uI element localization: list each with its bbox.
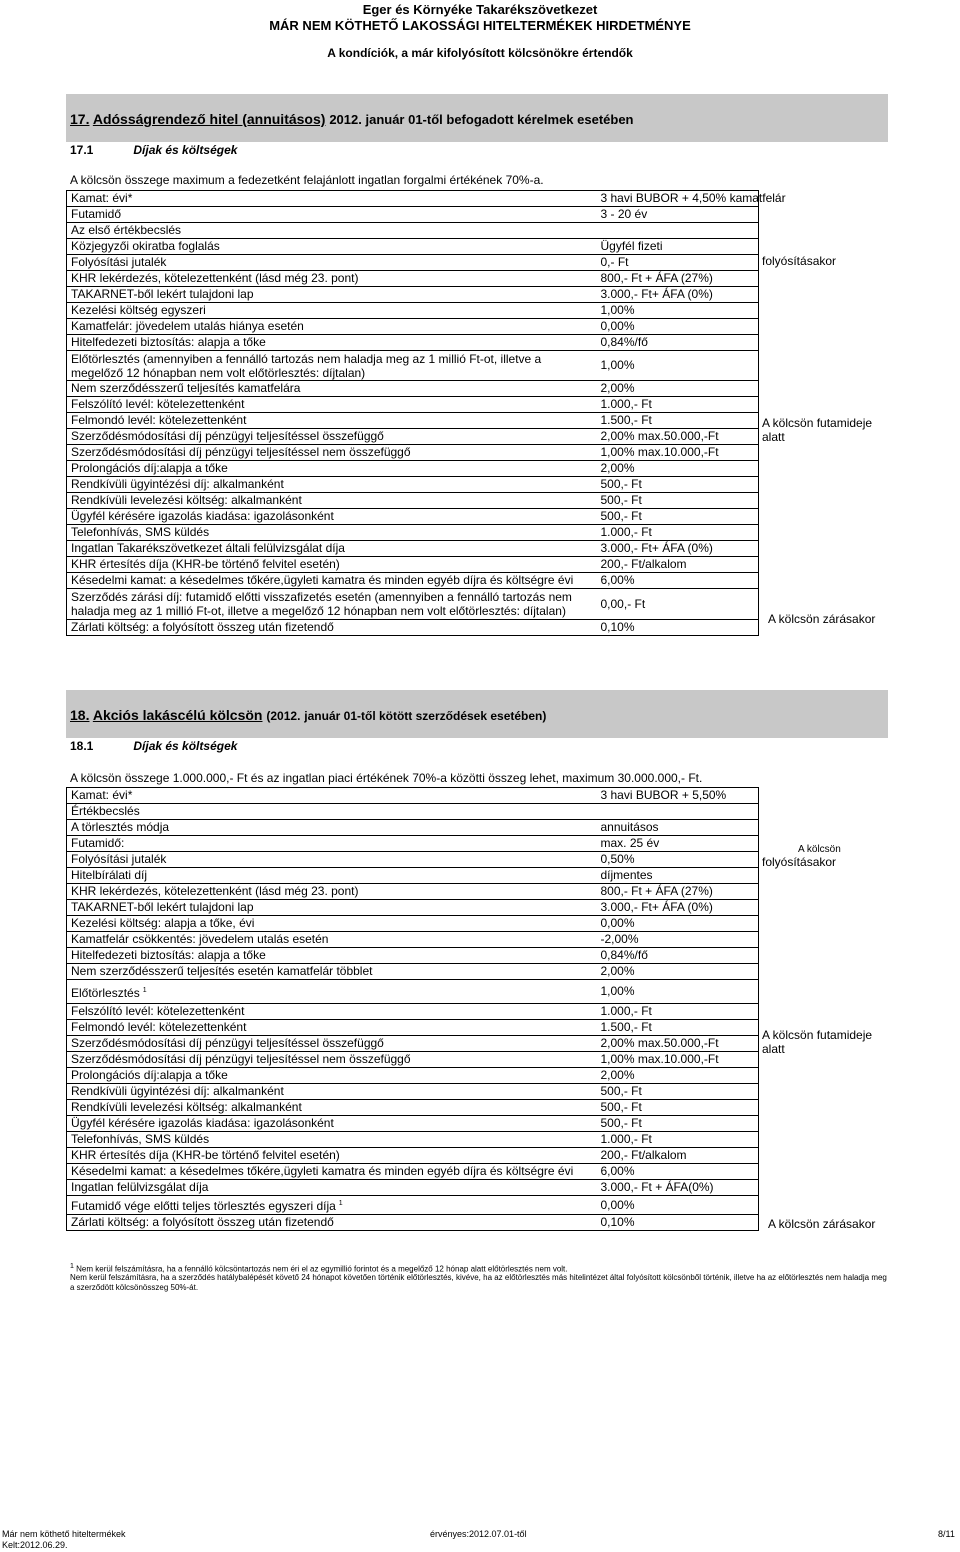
fee-label-text: KHR lekérdezés, kötelezettenként (lásd még 23. pont) [71,884,359,898]
fee-label-text: KHR értesítés díja (KHR-be történő felvitel esetén) [71,1148,340,1162]
table-row [67,820,759,836]
fee-value: 0,84%/fő [597,335,759,351]
fee-label [67,620,597,636]
fee-label [67,788,597,804]
section-17-title [70,111,634,127]
fee-value: 1,00% max.10.000,-Ft [597,1052,759,1068]
fee-label [67,1068,597,1084]
section-18-1-title: Díjak és költségek [133,739,238,753]
table-row [67,1215,759,1231]
table-row [67,429,759,445]
fee-value [597,804,759,820]
fee-label [67,836,597,852]
table-row [67,1164,759,1180]
fee-label-text: Kamat: évi* [71,788,133,802]
fee-value: 0,84%/fő [597,948,759,964]
table-row [67,884,759,900]
table-row [67,1100,759,1116]
fee-value: 2,00% max.50.000,-Ft [597,1036,759,1052]
fee-label [67,820,597,836]
fee-label-text: Ügyfél kérésére igazolás kiadása: igazolásonként [71,1116,334,1130]
fee-label-text: Kamatfelár: jövedelem utalás hiánya esetén [71,319,304,333]
fee-label [67,381,597,397]
fee-label-text: KHR értesítés díja (KHR-be történő felvitel esetén) [71,557,340,571]
footer-issued-date: Kelt:2012.06.29. [2,1540,68,1550]
footnote-2: Nem kerül felszámításra, ha a szerződés hatálybalépését követő 24 hónapot követően történik előtörlesztés, kivéve, ha az előtörlesztés más hitelintézet által folyósított kölcsönből történik, illetve ha az előtörlesztés nem haladja meg a szerződött kölcsönösszeg 50%-át. [70,1273,887,1292]
fee-label-text: KHR lekérdezés, kötelezettenként (lásd még 23. pont) [71,271,359,285]
fee-label-text: Zárlati költség: a folyósított összeg után fizetendő [71,620,334,634]
doc-title: MÁR NEM KÖTHETŐ LAKOSSÁGI HITELTERMÉKEK HIRDETMÉNYE [269,18,691,33]
table-row [67,207,759,223]
fee-label [67,804,597,820]
table-row [67,303,759,319]
table-row [67,191,759,207]
fee-value: 1.000,- Ft [597,397,759,413]
fee-label [67,429,597,445]
fee-label [67,397,597,413]
fee-label-text: Hitelfedezeti biztosítás: alapja a tőke [71,948,266,962]
section-18-suffix-a: (2012. [266,709,301,723]
fee-value: 500,- Ft [597,509,759,525]
fee-label-text: Felmondó levél: kötelezettenként [71,1020,247,1034]
fee-value: max. 25 év [597,836,759,852]
fee-value: 1.500,- Ft [597,1020,759,1036]
fee-value: -2,00% [597,932,759,948]
footer-doc-name: Már nem köthető hiteltermékek [2,1529,126,1539]
table-row [67,477,759,493]
fee-label-text: TAKARNET-ből lekért tulajdoni lap [71,287,254,301]
table-row [67,397,759,413]
fee-label-text: Kamatfelár csökkentés: jövedelem utalás esetén [71,932,329,946]
fee-value: Ügyfél fizeti [597,239,759,255]
fee-label-text: Futamidő [71,207,122,221]
fee-label [67,223,597,239]
fee-label [67,1164,597,1180]
table-row [67,1196,759,1215]
fee-value: 3.000,- Ft+ ÁFA (0%) [597,287,759,303]
table-row [67,413,759,429]
fee-label [67,271,597,287]
fee-label [67,1116,597,1132]
fee-label-text: Kezelési költség: alapja a tőke, évi [71,916,255,930]
note-loan-term-18-text: A kölcsön futamideje alatt [762,1028,873,1056]
section-18-title [70,707,546,723]
fee-value: 3.000,- Ft+ ÁFA (0%) [597,900,759,916]
section-18-name: Akciós lakáscélú kölcsön [92,707,263,723]
fee-label [67,255,597,271]
fee-label [67,445,597,461]
fee-value: annuitásos [597,820,759,836]
fee-value: 1.000,- Ft [597,525,759,541]
table-row [67,319,759,335]
table-row [67,239,759,255]
fee-label [67,852,597,868]
fee-label [67,509,597,525]
fee-value: 3.000,- Ft + ÁFA(0%) [597,1180,759,1196]
fee-value: 2,00% [597,964,759,980]
fee-label [67,1180,597,1196]
fee-label-text: A törlesztés módja [71,820,170,834]
org-name: Eger és Környéke Takarékszövetkezet [362,2,598,17]
fee-label-text: Zárlati költség: a folyósított összeg után fizetendő [71,1215,334,1229]
fee-value: 200,- Ft/alkalom [597,557,759,573]
section-17-name: Adósságrendező hitel (annuitásos) [92,111,326,127]
fee-label-text: Futamidő vége előtti teljes törlesztés egyszeri díja [71,1199,336,1213]
fee-value: díjmentes [597,868,759,884]
fee-label-text: Szerződés zárási díj: futamidő előtti visszafizetés esetén (amennyiben a fennálló tartozás nem haladja meg az 1 millió Ft-ot, illetve a megelőző 12 hónapban nem volt előtörlesztés: díjtalan) [71,590,572,618]
note-disbursement: folyósításakor [762,254,837,268]
fee-label-text: TAKARNET-ből lekért tulajdoni lap [71,900,254,914]
fee-value: 500,- Ft [597,1116,759,1132]
fee-label-text: Rendkívüli levelezési költség: alkalmanként [71,1100,302,1114]
table-row [67,461,759,477]
note-loan-term-18 [762,1028,888,1056]
fee-label-text: Kezelési költség egyszeri [71,303,206,317]
note-loan-closing-18: A kölcsön zárásakor [768,1217,876,1231]
section-18-1-number: 18.1 [70,739,94,753]
fee-label [67,1215,597,1231]
table-row [67,1036,759,1052]
fee-value: 3.000,- Ft+ ÁFA (0%) [597,541,759,557]
fee-value: 0,00% [597,319,759,335]
section-18-suffix-b: január 01-től kötött szerződések esetében) [304,709,547,723]
table-row [67,255,759,271]
fee-label [67,932,597,948]
fee-label [67,557,597,573]
fee-value: 800,- Ft + ÁFA (27%) [597,271,759,287]
fee-label [67,541,597,557]
fee-value: 3 havi BUBOR + 5,50% [597,788,759,804]
section-17-1-number: 17.1 [70,143,94,157]
fee-label [67,461,597,477]
fee-label-text: Hitelbírálati díj [71,868,148,882]
table-row [67,1004,759,1020]
fee-value: 3 - 20 év [597,207,759,223]
fee-value: 2,00% [597,381,759,397]
fee-label-text: Késedelmi kamat: a késedelmes tőkére,ügyleti kamatra és minden egyéb díjra és költségre évi [71,1164,574,1178]
fee-label-text: Felszólító levél: kötelezettenként [71,397,245,411]
fee-label-text: Felmondó levél: kötelezettenként [71,413,247,427]
table-row [67,804,759,820]
fee-label-text: Ügyfél kérésére igazolás kiadása: igazolásonként [71,509,334,523]
table-row [67,1068,759,1084]
table-row [67,836,759,852]
fee-value: 0,00% [597,1196,759,1215]
footer-page-number: 8/11 [938,1529,955,1539]
table-row [67,980,759,1004]
table-row [67,852,759,868]
section-17-intro: A kölcsön összege maximum a fedezetként felajánlott ingatlan forgalmi értékének 70%-a. [70,173,544,187]
note-disbursement-18-b: folyósításakor [762,855,837,869]
fee-value: 500,- Ft [597,493,759,509]
table-row [67,964,759,980]
footnote-marker: 1 [338,1200,343,1207]
fee-label-text: Szerződésmódosítási díj pénzügyi teljesítéssel nem összefüggő [71,445,411,459]
fee-label-text: Hitelfedezeti biztosítás: alapja a tőke [71,335,266,349]
note-disbursement-18 [762,845,841,869]
table-row [67,381,759,397]
fee-label-text: Értékbecslés [71,804,140,818]
fee-value: 2,00% [597,1068,759,1084]
section-17-number: 17. [70,111,90,127]
fee-value: 500,- Ft [597,1084,759,1100]
fee-value: 0,50% [597,852,759,868]
fee-label-text: Rendkívüli ügyintézési díj: alkalmanként [71,1084,284,1098]
fee-label-text: Prolongációs díj:alapja a tőke [71,461,228,475]
fee-label [67,948,597,964]
fee-label [67,868,597,884]
fee-label [67,525,597,541]
fee-label [67,207,597,223]
fee-label [67,1132,597,1148]
fee-value: 1,00% max.10.000,-Ft [597,445,759,461]
table-row [67,541,759,557]
fee-value: 1,00% [597,303,759,319]
table-row [67,525,759,541]
table-row [67,932,759,948]
fee-label [67,319,597,335]
note-loan-term [762,416,888,444]
footer-valid-from: érvényes:2012.07.01-től [430,1529,527,1539]
fee-value: 1,00% [597,351,759,381]
footnote-1-marker: 1 [70,1263,74,1270]
fee-label-text: Nem szerződésszerű teljesítés esetén kamatfelár többlet [71,964,373,978]
table-row [67,589,759,620]
fee-label-text: Az első értékbecslés [71,223,182,237]
fee-label [67,1020,597,1036]
fee-label-text: Felszólító levél: kötelezettenként [71,1004,245,1018]
fee-value: 0,00% [597,916,759,932]
footnote-1-text: Nem kerül felszámításra, ha a fennálló kölcsöntartozás nem éri el az egymillió forintot és a megelőző 12 hónap alatt előtörlesztés nem volt. [76,1264,568,1274]
table-row [67,788,759,804]
fee-label-text: Folyósítási jutalék [71,852,167,866]
fee-value: 1,00% [597,980,759,1004]
fee-label [67,477,597,493]
fee-label [67,335,597,351]
fee-label-text: Ingatlan felülvizsgálat díja [71,1180,209,1194]
fee-value: 1.000,- Ft [597,1004,759,1020]
table-row [67,1084,759,1100]
fee-value: 1.500,- Ft [597,413,759,429]
table-row [67,573,759,589]
note-loan-term-text: A kölcsön futamideje alatt [762,416,873,444]
fee-label [67,287,597,303]
footnote-marker: 1 [142,986,147,994]
fee-label [67,191,597,207]
fee-label [67,1036,597,1052]
section-17-1-heading [70,143,237,157]
fee-value: 0,10% [597,620,759,636]
fee-label-text: Rendkívüli levelezési költség: alkalmanként [71,493,302,507]
table-row [67,445,759,461]
table-row [67,868,759,884]
fee-label-text: Szerződésmódosítási díj pénzügyi teljesítéssel nem összefüggő [71,1052,411,1066]
fee-value: 500,- Ft [597,1100,759,1116]
section-18-number: 18. [70,707,90,723]
fee-label-text: Telefonhívás, SMS küldés [71,1132,210,1146]
fee-label [67,239,597,255]
fee-value: 800,- Ft + ÁFA (27%) [597,884,759,900]
section-17-1-title: Díjak és költségek [133,143,238,157]
fee-label [67,1148,597,1164]
fee-label [67,964,597,980]
section-18-1-heading [70,739,237,753]
section-18-intro: A kölcsön összege 1.000.000,- Ft és az ingatlan piaci értékének 70%-a közötti összeg lehet, maximum 30.000.000,- Ft. [70,771,703,785]
fee-label [67,1100,597,1116]
fee-label-text: Folyósítási jutalék [71,255,167,269]
table-row [67,948,759,964]
fee-label [67,1196,597,1215]
fee-value [597,223,759,239]
fee-label [67,884,597,900]
fee-label [67,916,597,932]
fee-label-text: Közjegyzői okiratba foglalás [71,239,220,253]
fee-label-text: Prolongációs díj:alapja a tőke [71,1068,228,1082]
table-row [67,557,759,573]
fee-value: 200,- Ft/alkalom [597,1148,759,1164]
fee-label-text: Kamat: évi* [71,191,133,205]
fee-label-text: Előtörlesztés (amennyiben a fennálló tartozás nem haladja meg az 1 millió Ft-ot, illetve a megelőző 12 hónapban nem volt előtörlesztés: díjtalan) [71,351,542,380]
fee-label-text: Ingatlan Takarékszövetkezet általi felülvizsgálat díja [71,541,345,555]
doc-subtitle: A kondíciók, a már kifolyósított kölcsönökre értendők [327,46,633,60]
table-row [67,1132,759,1148]
table-row [67,1148,759,1164]
fee-value: 0,00,- Ft [597,589,759,620]
fee-value: 2,00% [597,461,759,477]
fee-value: 500,- Ft [597,477,759,493]
table-row [67,900,759,916]
fee-value: 2,00% max.50.000,-Ft [597,429,759,445]
fee-value: 0,- Ft [597,255,759,271]
section-17-fee-table [66,190,786,636]
section-18-fee-table [66,787,759,1231]
fee-label-text: Késedelmi kamat: a késedelmes tőkére,ügyleti kamatra és minden egyéb díjra és költségre évi [71,573,574,587]
table-row [67,287,759,303]
note-disbursement-18-a: A kölcsön [798,844,841,855]
fee-label [67,1004,597,1020]
note-loan-closing: A kölcsön zárásakor [768,612,876,626]
fee-label [67,900,597,916]
fee-value: 6,00% [597,573,759,589]
section-17-suffix: 2012. január 01-től befogadott kérelmek esetében [329,112,634,127]
table-row [67,509,759,525]
table-row [67,223,759,239]
table-row [67,620,759,636]
fee-label [67,589,597,620]
fee-value: 0,10% [597,1215,759,1231]
fee-label [67,351,597,381]
fee-label [67,413,597,429]
fee-label [67,493,597,509]
table-row [67,351,759,381]
table-row [67,493,759,509]
table-row [67,271,759,287]
fee-label [67,573,597,589]
fee-label [67,980,597,1004]
fee-value: 1.000,- Ft [597,1132,759,1148]
fee-label-text: Rendkívüli ügyintézési díj: alkalmanként [71,477,284,491]
table-row [67,1020,759,1036]
fee-label-text: Szerződésmódosítási díj pénzügyi teljesítéssel összefüggő [71,429,384,443]
fee-value: 6,00% [597,1164,759,1180]
table-row [67,1180,759,1196]
fee-label [67,1084,597,1100]
table-row [67,1116,759,1132]
table-row [67,335,759,351]
fee-label-text: Nem szerződésszerű teljesítés kamatfelára [71,381,301,395]
fee-label-text: Telefonhívás, SMS küldés [71,525,210,539]
fee-label [67,1052,597,1068]
fee-value: 3 havi BUBOR + 4,50% kamatfelár [597,191,759,207]
fee-label-text: Futamidő: [71,836,125,850]
fee-label [67,303,597,319]
fee-label-text: Előtörlesztés [71,985,140,1000]
table-row [67,1052,759,1068]
table-row [67,916,759,932]
fee-label-text: Szerződésmódosítási díj pénzügyi teljesítéssel összefüggő [71,1036,384,1050]
